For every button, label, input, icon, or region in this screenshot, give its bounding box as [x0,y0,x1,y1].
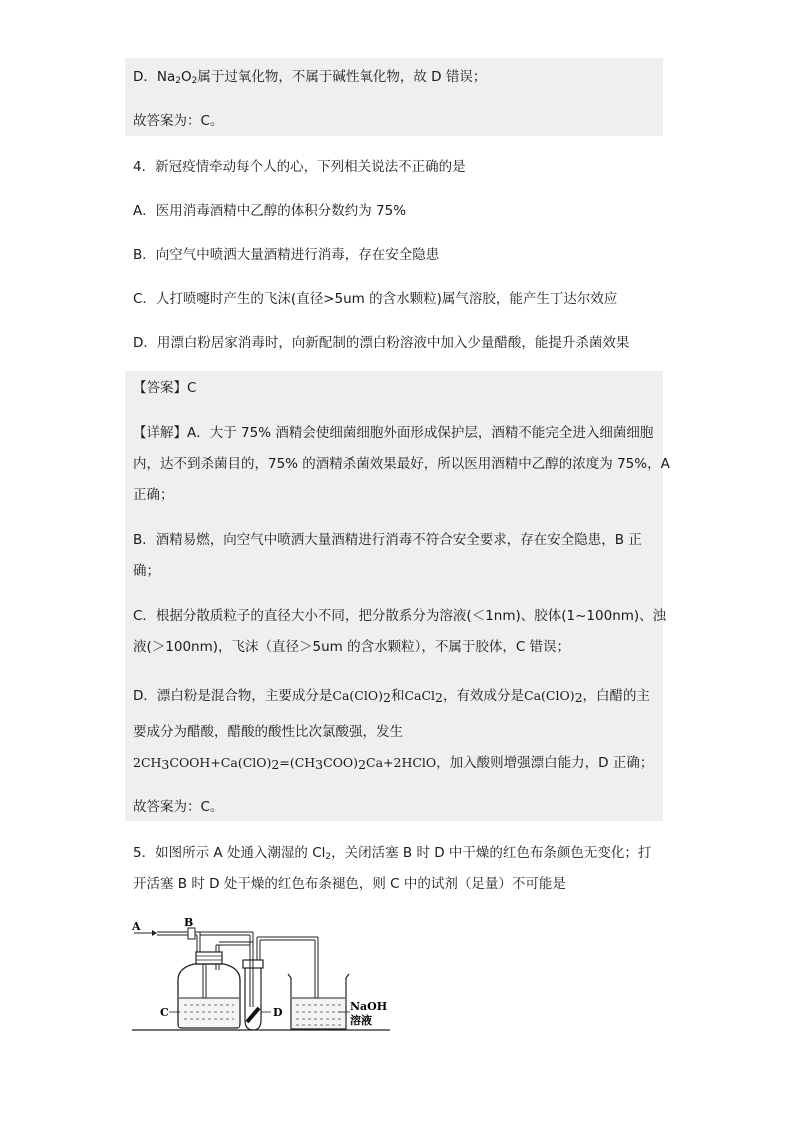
question-4-option-a: A．医用消毒酒精中乙醇的体积分数约为 75% [133,203,407,219]
question-4-option-c: C．人打喷嚏时产生的飞沫(直径>5um 的含水颗粒)属气溶胶，能产生丁达尔效应 [133,291,618,307]
reaction-equation: $2CH_3COOH+Ca(ClO)_2=(CH_3COO)_2Ca+2HClO$，加入酸则增强漂白能力，D 正确； [133,755,654,772]
explanation-line-6: C．根据分散质粒子的直径大小不同，把分散系分为溶液(＜1nm)、胶体(1~100nm)、浊 [133,608,667,624]
answer-label: 【答案】C [133,380,197,396]
label-naoh: NaOH [350,1000,388,1013]
question-4-stem: 4．新冠疫情牵动每个人的心，下列相关说法不正确的是 [133,159,466,175]
prev-answer-line: 故答案为：C。 [133,113,224,129]
explanation-line-3: 正确； [133,487,174,503]
explanation-line-2: 内，达不到杀菌目的，75% 的酒精杀菌效果最好，所以医用酒精中乙醇的浓度为 75%，A [133,456,670,472]
explanation-line-1: 【详解】A．大于 75% 酒精会使细菌细胞外面形成保护层，酒精不能完全进入细菌细胞 [133,425,654,441]
explanation-line-7: 液(＞100nm)，飞沫（直径＞5um 的含水颗粒），不属于胶体，C 错误； [133,639,571,655]
valve-b [188,928,195,939]
explanation-line-8: D．漂白粉是混合物，主要成分是$Ca(ClO)_2$和CaCl$_2$，有效成分是$Ca(ClO)_2$，白醋的主 [133,688,651,705]
cloth-strip [247,1008,259,1022]
label-a: A [132,920,141,933]
explanation-line-5: 确； [133,563,160,579]
apparatus-diagram [128,912,398,1037]
final-answer-line: 故答案为：C。 [133,799,224,815]
question-4-option-d: D．用漂白粉居家消毒时，向新配制的漂白粉溶液中加入少量醋酸，能提升杀菌效果 [133,335,630,351]
question-5-line-2: 开活塞 B 时 D 处干燥的红色布条褪色，则 C 中的试剂（足量）不可能是 [133,876,566,892]
label-c: C [160,1006,169,1019]
apparatus-figure [128,912,398,1037]
prev-option-d: D．$Na_2O_2$属于过氧化物，不属于碱性氧化物，故 D 错误； [133,69,487,86]
explanation-line-4: B．酒精易燃，向空气中喷洒大量酒精进行消毒不符合安全要求，存在安全隐患，B 正 [133,532,642,548]
explanation-line-9: 要成分为醋酸，醋酸的酸性比次氯酸强，发生 [133,724,403,740]
label-b: B [184,916,194,929]
bottle-stopper [196,952,222,964]
question-4-option-b: B．向空气中喷洒大量酒精进行消毒，存在安全隐患 [133,247,440,263]
label-solution: 溶液 [350,1014,372,1027]
question-5-line-1: 5．如图所示 A 处通入潮湿的 $Cl_2$，关闭活塞 B 时 D 中干燥的红色布条颜色无变化；打 [133,845,652,862]
label-d: D [273,1006,283,1019]
